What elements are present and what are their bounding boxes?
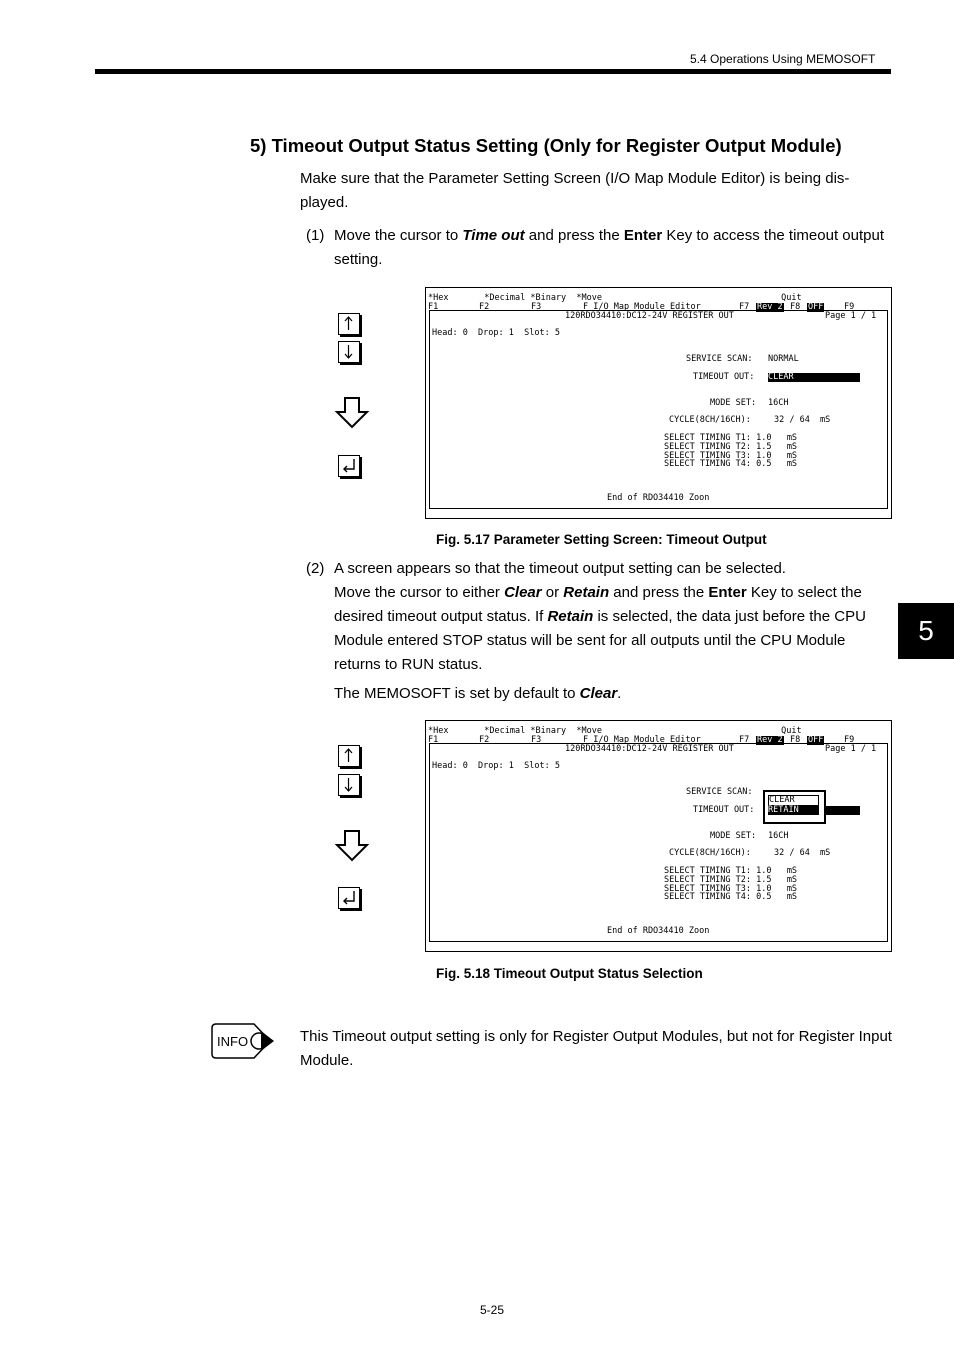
- info-label: INFO: [217, 1034, 249, 1049]
- off-indicator: OFF: [808, 302, 824, 312]
- info-text: This Timeout output setting is only for Register Output Modules, but not for Register Input Module.: [300, 1028, 892, 1069]
- info-icon: [210, 1022, 276, 1060]
- option-clear[interactable]: CLEAR: [768, 795, 819, 806]
- step-number: (1): [306, 227, 325, 244]
- step-number: (2): [306, 560, 325, 577]
- running-header: 5.4 Operations Using MEMOSOFT: [690, 52, 876, 66]
- step-1: [306, 224, 891, 272]
- enter-key-icon: [338, 455, 360, 477]
- step-2: [306, 557, 891, 706]
- intro-paragraph: Make sure that the Parameter Setting Screen (I/O Map Module Editor) is being dis- played.: [300, 170, 850, 211]
- up-arrow-key-icon: [338, 313, 360, 335]
- down-arrow-key-icon: [338, 774, 360, 796]
- figure-caption-1: Fig. 5.17 Parameter Setting Screen: Timeout Output: [436, 532, 767, 547]
- option-retain[interactable]: RETAIN: [768, 806, 819, 815]
- down-flow-arrow-icon: [334, 396, 370, 430]
- down-arrow-key-icon: [338, 341, 360, 363]
- chapter-tab: 5: [898, 603, 954, 659]
- header-rule: [95, 69, 891, 74]
- rev-indicator: Rev 2: [757, 302, 783, 312]
- step-text: A screen appears so that the timeout output setting can be selected. Move the cursor to either Clear or Retain and press the Enter Key to select the desired timeout output status. If Retain is selected, the data just before the CPU Module entered STOP status will be sent for all outputs until the CPU Module returns to RUN status. The MEMOSOFT is set by default to Clear.: [334, 557, 891, 706]
- step-text: Move the cursor to Time out and press the Enter Key to access the timeout output setting.: [334, 227, 884, 268]
- page-number: 5-25: [480, 1303, 505, 1317]
- figure-caption-2: Fig. 5.18 Timeout Output Status Selection: [436, 966, 703, 981]
- off-indicator: OFF: [808, 735, 824, 745]
- timeout-option-popup: [763, 790, 826, 824]
- down-flow-arrow-icon: [334, 829, 370, 863]
- up-arrow-key-icon: [338, 745, 360, 767]
- parameter-screen-1: *Hex *Decimal *Binary *Move Quit F1 F2 F3 F I/O Map Module Editor F7 Rev 2 F8 OFF F9 120RDO34410:DC12-24V REGISTER OUT Page 1 / 1 Head: 0 Drop: 1 Slot: 5 SERVICE SCAN: NORMAL TIMEOUT OUT: CLEAR MODE SET: 16CH CYCLE(8CH/16CH): 32 / 64 mS SELECT TIMING T1: 1.0 mS SELECT TIMING T2: 1.5 mS SELECT TIMING T3: 1.0 mS SELECT TIMING T4: 0.5 mS End of RDO34410 Zoon: [425, 287, 892, 519]
- parameter-screen-2: *Hex *Decimal *Binary *Move Quit F1 F2 F3 F I/O Map Module Editor F7 Rev 2 F8 OFF F9 120RDO34410:DC12-24V REGISTER OUT Page 1 / 1 Head: 0 Drop: 1 Slot: 5 SERVICE SCAN: TIMEOUT OUT: CLEAR RETAIN MODE SET: 16CH CYCLE(8CH/16CH): 32 / 64 mS SELECT TIMING T1: 1.0 mS SELECT TIMING T2: 1.5 mS SELECT TIMING T3: 1.0 mS SELECT TIMING T4: 0.5 mS End of RDO34410 Zoon: [425, 720, 892, 952]
- rev-indicator: Rev 2: [757, 735, 783, 745]
- section-title: 5) Timeout Output Status Setting (Only for Register Output Module): [250, 135, 842, 156]
- timeout-out-field[interactable]: CLEAR: [768, 373, 860, 382]
- default-note: The MEMOSOFT is set by default to Clear.: [334, 685, 622, 702]
- enter-key-icon: [338, 887, 360, 909]
